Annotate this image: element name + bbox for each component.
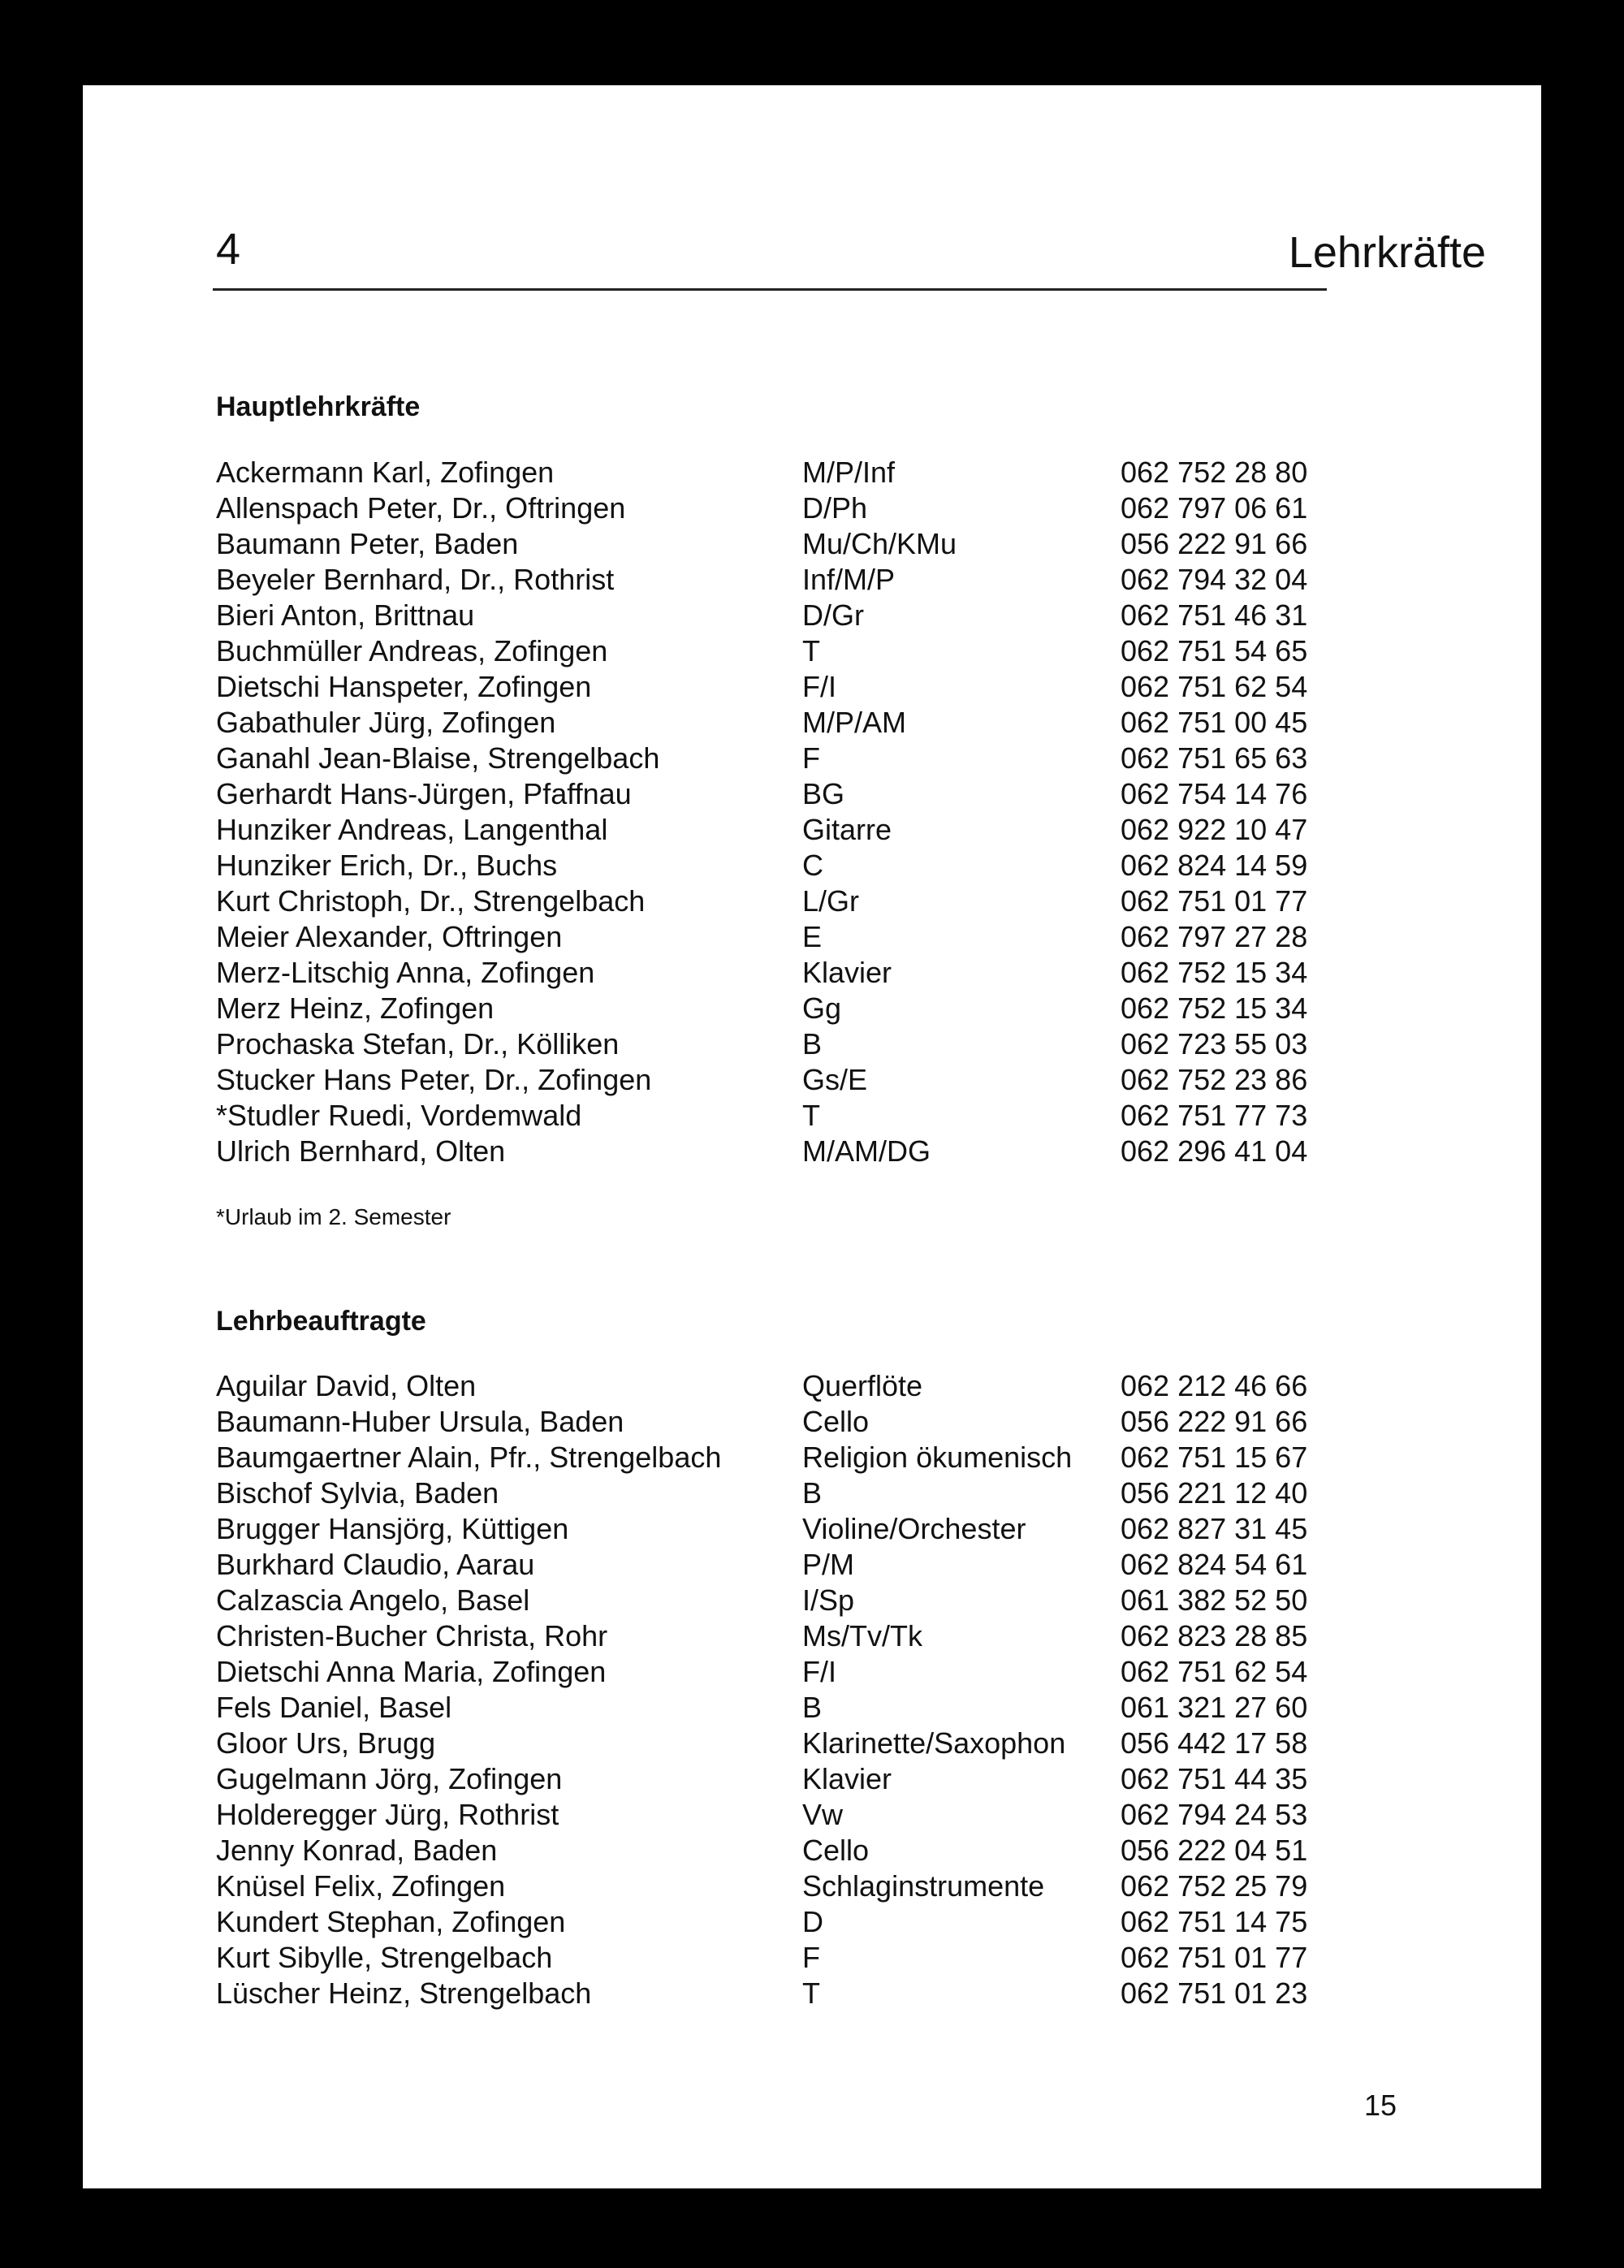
table-row	[216, 1583, 1410, 1618]
table-row	[216, 776, 1410, 812]
teacher-subject: F/I	[802, 1655, 836, 1688]
teacher-phone: 061 382 52 50	[1121, 1583, 1308, 1617]
teacher-phone: 062 751 62 54	[1121, 670, 1308, 703]
teacher-subject: T	[802, 634, 820, 667]
teacher-subject: D/Ph	[802, 491, 868, 525]
table-row	[216, 1833, 1410, 1868]
teacher-subject: Vw	[802, 1798, 844, 1831]
teacher-subject: M/P/AM	[802, 706, 907, 739]
teacher-name: Dietschi Hanspeter, Zofingen	[216, 670, 592, 703]
table-row	[216, 1976, 1410, 2011]
teacher-phone: 062 752 15 34	[1121, 991, 1308, 1025]
chapter-title: Lehrkräfte	[1288, 228, 1486, 277]
footnote: *Urlaub im 2. Semester	[216, 1204, 451, 1229]
teacher-subject: BG	[802, 777, 845, 810]
table-row	[216, 883, 1410, 919]
teacher-name: Aguilar David, Olten	[216, 1369, 477, 1402]
teacher-subject: B	[802, 1691, 823, 1724]
teacher-phone: 062 797 27 28	[1121, 920, 1308, 953]
teacher-subject: D	[802, 1905, 823, 1938]
teacher-phone: 062 751 46 31	[1121, 598, 1308, 632]
teacher-subject: M/AM/DG	[802, 1134, 931, 1168]
teacher-name: Holderegger Jürg, Rothrist	[216, 1798, 559, 1831]
teacher-phone: 062 752 15 34	[1121, 956, 1308, 989]
teacher-phone: 062 752 25 79	[1121, 1869, 1308, 1903]
teacher-name: Baumgaertner Alain, Pfr., Strengelbach	[216, 1441, 722, 1474]
teacher-phone: 062 751 00 45	[1121, 706, 1308, 739]
teacher-phone: 062 751 65 63	[1121, 741, 1308, 775]
teacher-subject: E	[802, 920, 823, 953]
teacher-name: Kundert Stephan, Zofingen	[216, 1905, 566, 1938]
teacher-phone: 062 922 10 47	[1121, 813, 1308, 846]
teacher-phone: 062 827 31 45	[1121, 1512, 1308, 1545]
teacher-name: Fels Daniel, Basel	[216, 1691, 452, 1724]
teacher-name: Ganahl Jean-Blaise, Strengelbach	[216, 741, 660, 775]
table-row	[216, 1726, 1410, 1761]
teacher-name: Buchmüller Andreas, Zofingen	[216, 634, 608, 667]
hauptlehrkraefte-list	[216, 455, 1410, 1169]
teacher-phone: 056 222 91 66	[1121, 527, 1308, 560]
teacher-subject: Cello	[802, 1405, 870, 1438]
table-row	[216, 1404, 1410, 1440]
teacher-phone: 062 823 28 85	[1121, 1619, 1308, 1652]
teacher-phone: 056 222 04 51	[1121, 1834, 1308, 1867]
teacher-phone: 062 751 14 75	[1121, 1905, 1308, 1938]
teacher-phone: 062 751 62 54	[1121, 1655, 1308, 1688]
teacher-name: Ackermann Karl, Zofingen	[216, 456, 555, 489]
teacher-name: Burkhard Claudio, Aarau	[216, 1548, 535, 1581]
teacher-name: Lüscher Heinz, Strengelbach	[216, 1976, 592, 2010]
table-row	[216, 598, 1410, 633]
teacher-phone: 062 751 77 73	[1121, 1099, 1308, 1132]
teacher-name: Brugger Hansjörg, Küttigen	[216, 1512, 569, 1545]
teacher-name: Meier Alexander, Oftringen	[216, 920, 563, 953]
teacher-phone: 062 751 01 77	[1121, 884, 1308, 918]
teacher-phone: 056 442 17 58	[1121, 1726, 1308, 1760]
teacher-name: Merz-Litschig Anna, Zofingen	[216, 956, 595, 989]
table-row	[216, 1134, 1410, 1169]
lehrbeauftragte-list	[216, 1368, 1410, 2011]
teacher-name: Knüsel Felix, Zofingen	[216, 1869, 506, 1903]
chapter-number: 4	[216, 225, 241, 274]
teacher-name: Gloor Urs, Brugg	[216, 1726, 436, 1760]
teacher-subject: D/Gr	[802, 598, 864, 632]
teacher-subject: F	[802, 1941, 820, 1974]
teacher-name: Gugelmann Jörg, Zofingen	[216, 1762, 563, 1795]
teacher-name: Hunziker Andreas, Langenthal	[216, 813, 608, 846]
teacher-subject: L/Gr	[802, 884, 860, 918]
teacher-name: Kurt Sibylle, Strengelbach	[216, 1941, 553, 1974]
teacher-subject: Gitarre	[802, 813, 892, 846]
table-row	[216, 490, 1410, 526]
table-row	[216, 1511, 1410, 1547]
teacher-name: Bischof Sylvia, Baden	[216, 1476, 499, 1510]
teacher-name: Merz Heinz, Zofingen	[216, 991, 495, 1025]
teacher-subject: Schlaginstrumente	[802, 1869, 1045, 1903]
teacher-phone: 062 824 54 61	[1121, 1548, 1308, 1581]
teacher-name: Calzascia Angelo, Basel	[216, 1583, 530, 1617]
section-title-lehrbeauftragte: Lehrbeauftragte	[216, 1306, 426, 1337]
teacher-name: *Studler Ruedi, Vordemwald	[216, 1099, 582, 1132]
teacher-subject: I/Sp	[802, 1583, 855, 1617]
table-row	[216, 1761, 1410, 1797]
page-number: 15	[1364, 2089, 1397, 2122]
table-row	[216, 848, 1410, 883]
teacher-subject: Ms/Tv/Tk	[802, 1619, 922, 1652]
teacher-name: Kurt Christoph, Dr., Strengelbach	[216, 884, 646, 918]
table-row	[216, 1475, 1410, 1511]
teacher-phone: 056 222 91 66	[1121, 1405, 1308, 1438]
table-row	[216, 1547, 1410, 1583]
teacher-subject: T	[802, 1976, 820, 2010]
teacher-phone: 062 751 44 35	[1121, 1762, 1308, 1795]
teacher-subject: B	[802, 1476, 823, 1510]
teacher-phone: 062 723 55 03	[1121, 1027, 1308, 1061]
teacher-phone: 062 212 46 66	[1121, 1369, 1308, 1402]
table-row	[216, 1654, 1410, 1690]
teacher-name: Gabathuler Jürg, Zofingen	[216, 706, 556, 739]
table-row	[216, 669, 1410, 705]
teacher-phone: 062 752 28 80	[1121, 456, 1308, 489]
teacher-subject: Inf/M/P	[802, 563, 896, 596]
teacher-subject: Querflöte	[802, 1369, 923, 1402]
teacher-subject: F	[802, 741, 820, 775]
teacher-subject: Violine/Orchester	[802, 1512, 1026, 1545]
table-row	[216, 633, 1410, 669]
teacher-phone: 062 751 15 67	[1121, 1441, 1308, 1474]
teacher-phone: 062 751 54 65	[1121, 634, 1308, 667]
table-row	[216, 991, 1410, 1026]
table-row	[216, 1690, 1410, 1726]
teacher-subject: C	[802, 849, 823, 882]
teacher-name: Prochaska Stefan, Dr., Kölliken	[216, 1027, 620, 1061]
teacher-subject: Gg	[802, 991, 842, 1025]
teacher-subject: T	[802, 1099, 820, 1132]
teacher-phone: 062 794 32 04	[1121, 563, 1308, 596]
teacher-subject: Gs/E	[802, 1063, 868, 1096]
table-row	[216, 1368, 1410, 1404]
teacher-name: Stucker Hans Peter, Dr., Zofingen	[216, 1063, 652, 1096]
teacher-subject: M/P/Inf	[802, 456, 896, 489]
teacher-phone: 062 754 14 76	[1121, 777, 1308, 810]
teacher-name: Dietschi Anna Maria, Zofingen	[216, 1655, 607, 1688]
teacher-subject: B	[802, 1027, 823, 1061]
teacher-subject: Cello	[802, 1834, 870, 1867]
table-row	[216, 1868, 1410, 1904]
teacher-phone: 062 751 01 23	[1121, 1976, 1308, 2010]
table-row	[216, 1026, 1410, 1062]
table-row	[216, 526, 1410, 562]
teacher-phone: 056 221 12 40	[1121, 1476, 1308, 1510]
table-row	[216, 955, 1410, 991]
teacher-phone: 062 296 41 04	[1121, 1134, 1308, 1168]
teacher-phone: 062 751 01 77	[1121, 1941, 1308, 1974]
table-row	[216, 1904, 1410, 1940]
table-row	[216, 1062, 1410, 1098]
section-title-hauptlehrkraefte: Hauptlehrkräfte	[216, 391, 421, 422]
teacher-subject: Klavier	[802, 956, 892, 989]
table-row	[216, 812, 1410, 848]
teacher-phone: 061 321 27 60	[1121, 1691, 1308, 1724]
teacher-subject: F/I	[802, 670, 836, 703]
table-row	[216, 1797, 1410, 1833]
teacher-name: Bieri Anton, Brittnau	[216, 598, 475, 632]
table-row	[216, 705, 1410, 741]
teacher-phone: 062 794 24 53	[1121, 1798, 1308, 1831]
teacher-subject: Religion ökumenisch	[802, 1441, 1073, 1474]
table-row	[216, 562, 1410, 598]
teacher-subject: P/M	[802, 1548, 855, 1581]
teacher-name: Jenny Konrad, Baden	[216, 1834, 498, 1867]
table-row	[216, 1098, 1410, 1134]
table-row	[216, 1618, 1410, 1654]
table-row	[216, 919, 1410, 955]
teacher-name: Hunziker Erich, Dr., Buchs	[216, 849, 558, 882]
teacher-name: Beyeler Bernhard, Dr., Rothrist	[216, 563, 615, 596]
chapter-divider	[213, 288, 1327, 291]
teacher-name: Gerhardt Hans-Jürgen, Pfaffnau	[216, 777, 632, 810]
teacher-phone: 062 824 14 59	[1121, 849, 1308, 882]
teacher-name: Christen-Bucher Christa, Rohr	[216, 1619, 608, 1652]
teacher-phone: 062 752 23 86	[1121, 1063, 1308, 1096]
table-row	[216, 1940, 1410, 1976]
teacher-subject: Mu/Ch/KMu	[802, 527, 957, 560]
teacher-phone: 062 797 06 61	[1121, 491, 1308, 525]
table-row	[216, 455, 1410, 490]
teacher-name: Ulrich Bernhard, Olten	[216, 1134, 506, 1168]
teacher-subject: Klarinette/Saxophon	[802, 1726, 1066, 1760]
teacher-name: Baumann-Huber Ursula, Baden	[216, 1405, 624, 1438]
table-row	[216, 741, 1410, 776]
teacher-name: Baumann Peter, Baden	[216, 527, 519, 560]
table-row	[216, 1440, 1410, 1475]
teacher-name: Allenspach Peter, Dr., Oftringen	[216, 491, 626, 525]
teacher-subject: Klavier	[802, 1762, 892, 1795]
